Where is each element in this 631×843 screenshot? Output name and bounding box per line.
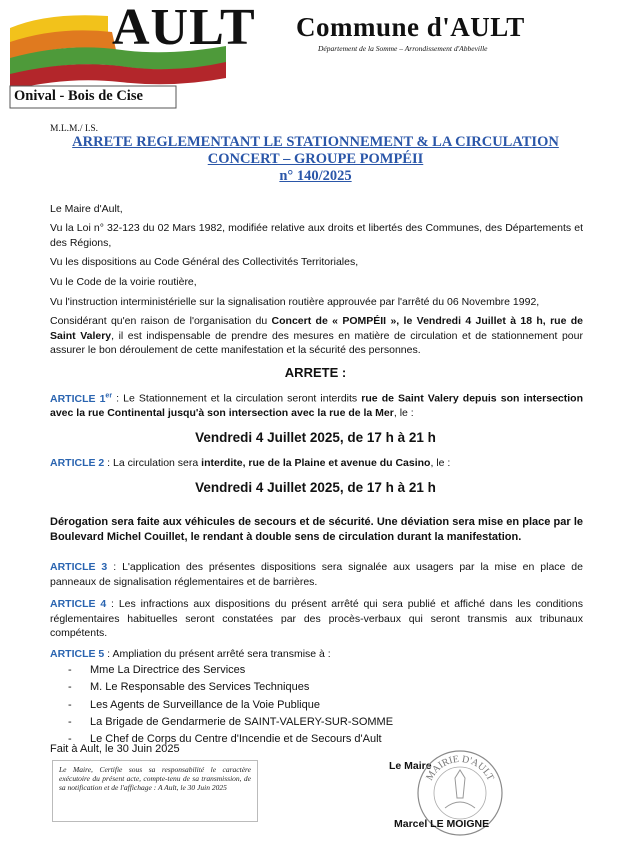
derogation-note: Dérogation sera faite aux véhicules de secours et de sécurité. Une déviation sera mise en place par le Boulevard Michel Couillet, le rendant à double sens de circulation durant la manifestation. [50, 516, 583, 543]
list-item: - Le Chef de Corps du Centre d'Incendie et de Secours d'Ault [68, 733, 382, 746]
list-item: - La Brigade de Gendarmerie de SAINT-VALERY-SUR-SOMME [68, 715, 394, 728]
article-3: ARTICLE 3 : L'application des présentes dispositions sera signalée aux usagers par la mise en place de panneaux de signalisation réglementaires et de barrières. [50, 561, 583, 588]
list-item: - M. Le Responsable des Services Techniques [68, 681, 310, 694]
title-line-3: n° 140/2025 [279, 168, 352, 184]
commune-title: Commune d'AULT [296, 12, 525, 42]
considerant-text-c: , il est indispensable de prendre des mesures en matière de circulation et de stationnement pour assurer le bon déroulement de cette manifestation et la sécurité des personnes. [50, 329, 583, 356]
article-2: ARTICLE 2 : La circulation sera interdite, rue de la Plaine et avenue du Casino, le : [50, 457, 451, 469]
arrete-heading: ARRETE : [284, 365, 347, 380]
considerant-text-a: Considérant qu'en raison de l'organisation du [50, 315, 272, 327]
svg-text:MAIRIE D'AULT [424, 754, 496, 783]
signature-role: Le Maire [389, 760, 432, 772]
reference: M.L.M./ I.S. [50, 124, 99, 134]
title-line-2: CONCERT – GROUPE POMPÉII [207, 151, 424, 167]
logo-title: AULT [112, 0, 256, 56]
article-3-label: ARTICLE 3 [50, 561, 108, 573]
article-5: ARTICLE 5 : Ampliation du présent arrêté sera transmise à : [50, 648, 331, 660]
list-item: - Mme La Directrice des Services [68, 664, 246, 676]
preamble-maire: Le Maire d'Ault, [50, 203, 123, 215]
preamble-vu-cgct: Vu les dispositions au Code Général des Collectivités Territoriales, [50, 256, 359, 268]
list-item: - Les Agents de Surveillance de la Voie Publique [68, 698, 320, 711]
fait-a: Fait à Ault, le 30 Juin 2025 [50, 743, 180, 755]
preamble-considerant [50, 314, 583, 358]
article-5-label: ARTICLE 5 [50, 648, 105, 660]
preamble-vu-loi: Vu la Loi n° 32-123 du 02 Mars 1982, modifiée relative aux droits et libertés des Communes, des Départements et des Régions, [50, 222, 583, 249]
commune-logo [8, 0, 256, 110]
article-2-date: Vendredi 4 Juillet 2025, de 17 h à 21 h [195, 480, 436, 495]
article-1-label: ARTICLE 1er [50, 392, 113, 405]
considerant-text-b: Concert de « POMPÉII », le Vendredi 4 Juillet à 18 h, rue de Saint Valery [50, 315, 584, 342]
preamble-vu-instruction: Vu l'instruction interministérielle sur la signalisation routière approuvée par l'arrêté du 06 Novembre 1992, [50, 296, 540, 308]
signature-name: Marcel LE MOIGNE [394, 818, 490, 830]
article-1: ARTICLE 1er : Le Stationnement et la circulation seront interdits rue de Saint Valery depuis son intersection avec la rue Continental jusqu'à son intersection avec la rue de la Mer, le : [50, 392, 583, 419]
certification-box: Le Maire, Certifie sous sa responsabilité le caractère exécutoire du présent acte, compte-tenu de sa transmission, de sa notification et de l'affichage : A Ault, le 30 Juin 2025 [52, 760, 258, 822]
article-2-label: ARTICLE 2 [50, 457, 105, 469]
preamble-vu-voirie: Vu le Code de la voirie routière, [50, 276, 197, 288]
title-line-1: ARRETE REGLEMENTANT LE STATIONNEMENT & LA CIRCULATION [72, 134, 559, 150]
logo-subtitle: Onival - Bois de Cise [14, 88, 143, 104]
recipient-list [68, 662, 393, 748]
stamp-text: MAIRIE D'AULT [424, 753, 496, 783]
departement-line: Département de la Somme – Arrondissement d'Abbeville [318, 44, 488, 53]
article-1-date: Vendredi 4 Juillet 2025, de 17 h à 21 h [195, 430, 436, 445]
article-4-label: ARTICLE 4 [50, 598, 107, 610]
article-4: ARTICLE 4 : Les infractions aux dispositions du présent arrêté qui sera publié et affiché dans les conditions réglementaires habituelles seront constatées par des procès-verbaux qui seront transmis aux tribunaux compétents. [50, 598, 583, 639]
